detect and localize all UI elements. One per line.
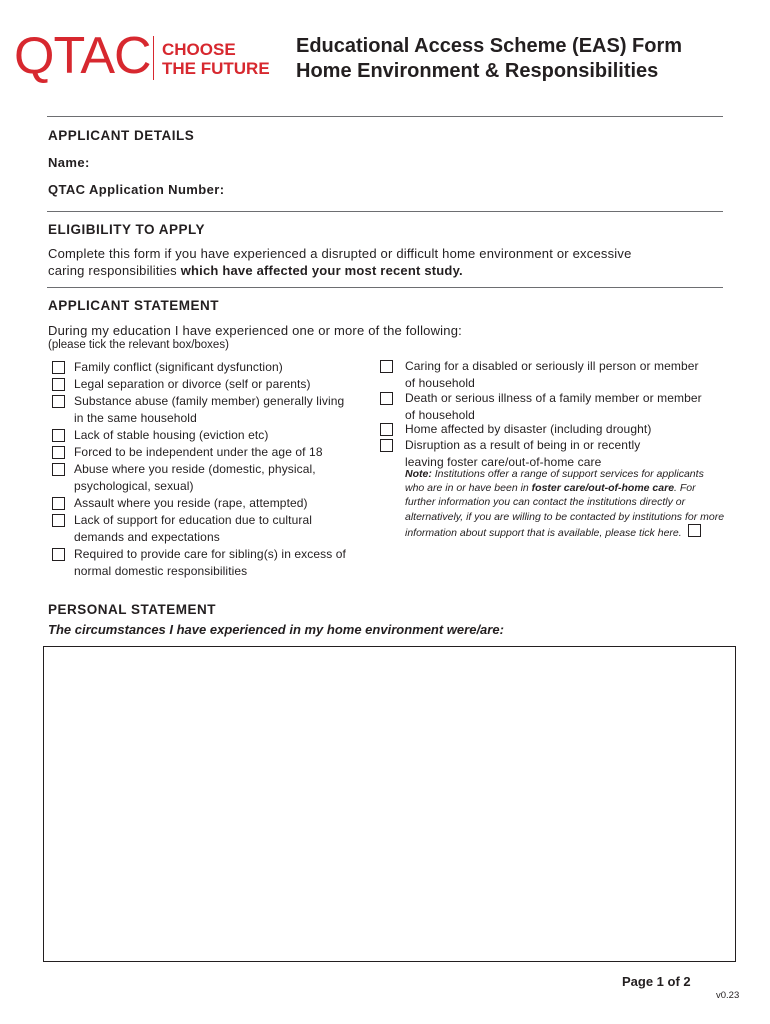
option-checkbox[interactable] — [52, 548, 65, 561]
option-label-line: Lack of support for education due to cultural — [74, 513, 312, 527]
option-label-line: Home affected by disaster (including drought) — [405, 422, 652, 437]
option-label-line: in the same household — [74, 411, 197, 425]
option-label — [405, 358, 699, 392]
logo-divider — [153, 36, 154, 80]
option-label-line: Abuse where you reside (domestic, physical, — [74, 462, 316, 476]
section-heading-applicant-details: APPLICANT DETAILS — [48, 128, 195, 143]
option-label-line: normal domestic responsibilities — [74, 564, 248, 578]
option-label-line: Substance abuse (family member) generally living — [74, 394, 345, 408]
option-label-line: of household — [405, 407, 475, 422]
option-label-line: Lack of stable housing (eviction etc) — [74, 428, 269, 442]
qtac-logo: QTAC — [14, 27, 151, 85]
option-checkbox[interactable] — [380, 423, 393, 436]
option-label — [74, 495, 308, 512]
option-label — [74, 546, 346, 580]
section-heading-personal-statement: PERSONAL STATEMENT — [48, 602, 217, 617]
divider — [47, 287, 723, 288]
option-label-line: Family conflict (significant dysfunction) — [74, 360, 283, 374]
option-label — [405, 421, 651, 438]
option-checkbox[interactable] — [52, 378, 65, 391]
form-title: Educational Access Scheme (EAS) Form Home Environment & Responsibilities — [296, 35, 683, 82]
name-label: Name: — [48, 155, 90, 170]
personal-statement-prompt: The circumstances I have experienced in my home environment were/are: — [48, 622, 504, 637]
divider — [47, 211, 723, 212]
option-label — [74, 376, 311, 393]
option-label-line: Death or serious illness of a family member or member — [405, 390, 702, 405]
option-label — [405, 390, 702, 424]
option-label-line: Caring for a disabled or seriously ill person or member — [405, 359, 699, 373]
option-checkbox[interactable] — [380, 439, 393, 452]
contact-consent-checkbox[interactable] — [688, 524, 701, 537]
option-checkbox[interactable] — [52, 497, 65, 510]
option-label — [74, 444, 323, 461]
statement-intro: During my education I have experienced one or more of the following: — [48, 323, 462, 338]
option-label-line: Legal separation or divorce (self or parents) — [74, 377, 311, 391]
section-heading-applicant-statement: APPLICANT STATEMENT — [48, 298, 219, 313]
option-label-line: of household — [405, 376, 475, 390]
option-checkbox[interactable] — [380, 392, 393, 405]
option-checkbox[interactable] — [52, 361, 65, 374]
option-label — [74, 393, 344, 427]
option-label-line: Required to provide care for sibling(s) in excess of — [74, 547, 346, 561]
section-heading-eligibility: ELIGIBILITY TO APPLY — [48, 222, 206, 237]
option-label — [74, 359, 283, 376]
foster-care-note: Note: Institutions offer a range of support services for applicants who are in or have been in foster care/out-of-home care. For further information you can contact the institutions directly or alternatively, if you are willing to be contacted by institutions for more information about support that is available, please tick here. — [405, 468, 725, 539]
personal-statement-textbox[interactable] — [43, 646, 736, 962]
application-number-label: QTAC Application Number: — [48, 182, 225, 197]
option-label-line: Forced to be independent under the age of 18 — [74, 445, 323, 459]
option-checkbox[interactable] — [380, 360, 393, 373]
version-label: v0.23 — [716, 990, 740, 1001]
divider — [47, 116, 723, 117]
option-label-line: psychological, sexual) — [74, 479, 194, 493]
option-checkbox[interactable] — [52, 463, 65, 476]
logo-tagline: CHOOSE THE FUTURE — [162, 40, 270, 78]
eligibility-text: Complete this form if you have experienced a disrupted or difficult home environment or excessive caring responsibilities which have affected your most recent study. — [48, 246, 632, 278]
option-label — [405, 437, 640, 471]
page-number: Page 1 of 2 — [622, 974, 691, 989]
option-label — [74, 512, 312, 546]
option-checkbox[interactable] — [52, 514, 65, 527]
option-label-line: demands and expectations — [74, 530, 220, 544]
option-checkbox[interactable] — [52, 429, 65, 442]
statement-hint: (please tick the relevant box/boxes) — [48, 339, 229, 351]
option-label-line: Disruption as a result of being in or recently — [405, 438, 641, 452]
option-checkbox[interactable] — [52, 446, 65, 459]
option-label-line: leaving foster care/out-of-home care — [405, 455, 602, 469]
option-checkbox[interactable] — [52, 395, 65, 408]
option-label — [74, 427, 268, 444]
option-label-line: Assault where you reside (rape, attempted) — [74, 496, 308, 510]
option-label — [74, 461, 316, 495]
